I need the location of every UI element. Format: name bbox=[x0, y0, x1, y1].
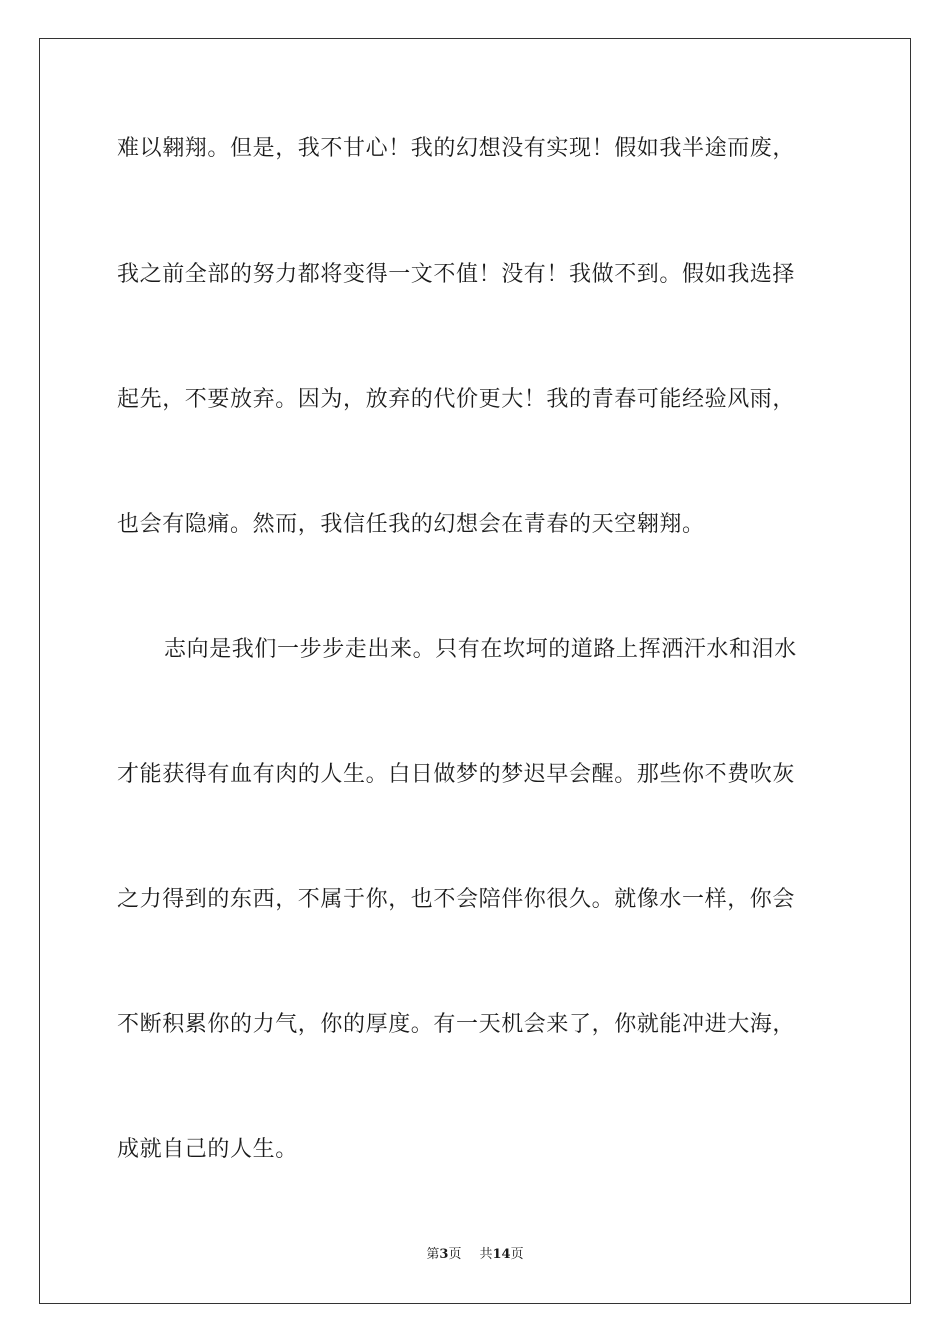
total-suffix: 页 bbox=[510, 1247, 524, 1262]
page-prefix: 第 bbox=[426, 1247, 440, 1262]
text-line: 也会有隐痛。然而，我信任我的幻想会在青春的天空翱翔。 bbox=[117, 512, 705, 537]
text-line: 我之前全部的努力都将变得一文不值！没有！我做不到。假如我选择 bbox=[117, 262, 796, 287]
text-line: 起先，不要放弃。因为，放弃的代价更大！我的青春可能经验风雨， bbox=[117, 387, 796, 412]
text-line: 之力得到的东西，不属于你，也不会陪伴你很久。就像水一样，你会 bbox=[117, 887, 796, 912]
page-suffix: 页 bbox=[448, 1247, 462, 1262]
text-line: 不断积累你的力气，你的厚度。有一天机会来了，你就能冲进大海， bbox=[117, 1012, 796, 1037]
text-line: 难以翱翔。但是，我不甘心！我的幻想没有实现！假如我半途而废， bbox=[117, 136, 796, 161]
total-pages: 14 bbox=[492, 1247, 511, 1262]
page-border bbox=[39, 38, 911, 1304]
paragraph-start-line: 志向是我们一步步走出来。只有在坎坷的道路上挥洒汗水和泪水 bbox=[164, 637, 797, 662]
text-line: 成就自己的人生。 bbox=[117, 1137, 298, 1162]
total-prefix: 共 bbox=[479, 1247, 493, 1262]
page-number: 3 bbox=[439, 1247, 449, 1262]
text-line: 才能获得有血有肉的人生。白日做梦的梦迟早会醒。那些你不费吹灰 bbox=[117, 762, 796, 787]
page-footer bbox=[0, 1246, 950, 1264]
